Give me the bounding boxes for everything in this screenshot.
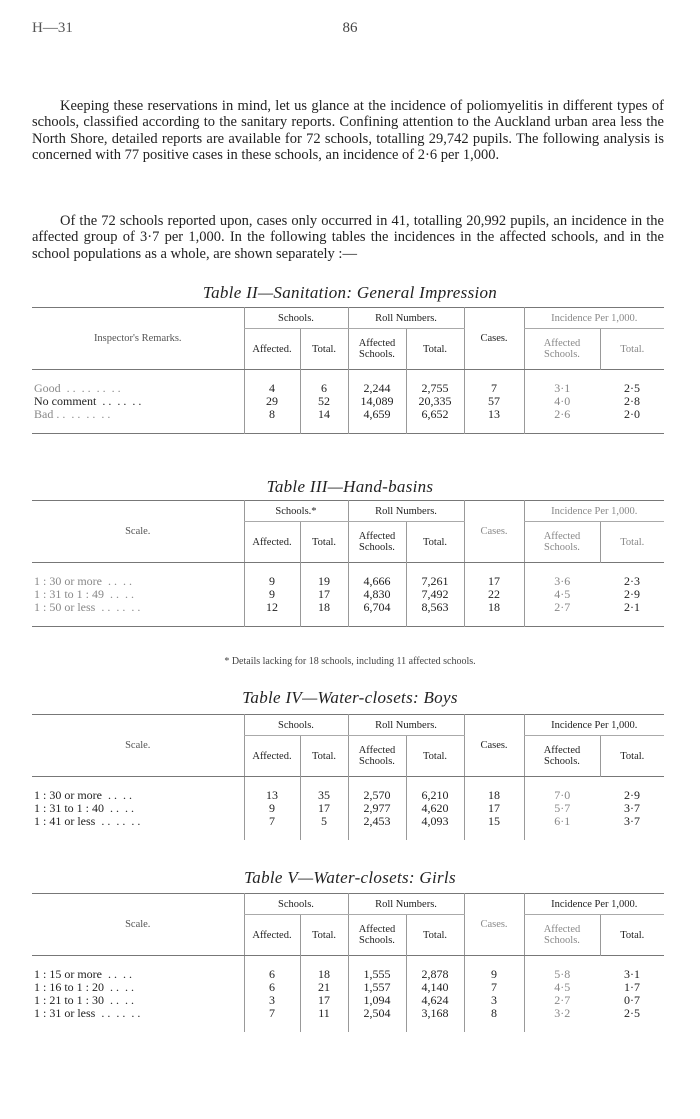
header-schools: Schools.* xyxy=(244,501,348,522)
header-affected: Affected. xyxy=(244,736,300,777)
header-affected-schools: Affected Schools. xyxy=(348,736,406,777)
table-row: 1 : 50 or less . . . . . . 12 18 6,704 8,563 18 2·7 2·1 xyxy=(34,600,640,614)
table-row: 1 : 21 to 1 : 30 . . . . 3 17 1,094 4,624 3 2·7 0·7 xyxy=(34,993,640,1007)
table-row: Bad . . . . . . . . 8 14 4,659 6,652 13 2·6 2·0 xyxy=(34,407,640,421)
header-total: Total. xyxy=(600,915,664,956)
header-schools: Schools. xyxy=(244,308,348,329)
header-affected-schools: Affected Schools. xyxy=(524,329,600,370)
header-incidence: Incidence Per 1,000. xyxy=(524,715,664,736)
header-affected: Affected. xyxy=(244,329,300,370)
header-total: Total. xyxy=(300,329,348,370)
header-inspector-remarks: Inspector's Remarks. xyxy=(32,308,244,370)
table-3-title: Table III—Hand-basins xyxy=(266,477,434,496)
header-affected-schools: Affected Schools. xyxy=(348,329,406,370)
header-affected-schools: Affected Schools. xyxy=(524,736,600,777)
header-total: Total. xyxy=(406,522,464,563)
header-total: Total. xyxy=(406,736,464,777)
table-5-title: Table V—Water-closets: Girls xyxy=(244,868,456,887)
table-row: 1 : 30 or more . . . . 13 35 2,570 6,210 18 7·0 2·9 xyxy=(34,788,640,802)
table-row: No comment . . . . . . 29 52 14,089 20,335 57 4·0 2·8 xyxy=(34,394,640,408)
table-row: 1 : 30 or more . . . . 9 19 4,666 7,261 17 3·6 2·3 xyxy=(34,574,640,588)
table-row: 1 : 31 to 1 : 49 . . . . 9 17 4,830 7,492 22 4·5 2·9 xyxy=(34,587,640,601)
table-row: 1 : 31 or less . . . . . . 7 11 2,504 3,168 8 3·2 2·5 xyxy=(34,1006,640,1020)
table-row: 1 : 16 to 1 : 20 . . . . 6 21 1,557 4,140 7 4·5 1·7 xyxy=(34,980,640,994)
page-number: 86 xyxy=(342,20,358,36)
header-cases: Cases. xyxy=(464,715,524,777)
header-roll-numbers: Roll Numbers. xyxy=(348,501,464,522)
header-scale: Scale. xyxy=(32,894,244,956)
table-row: 1 : 31 to 1 : 40 . . . . 9 17 2,977 4,620 17 5·7 3·7 xyxy=(34,801,640,815)
table-2 xyxy=(32,307,664,434)
table-row: 1 : 41 or less . . . . . . 7 5 2,453 4,093 15 6·1 3·7 xyxy=(34,814,640,828)
header-scale: Scale. xyxy=(32,715,244,777)
table-4 xyxy=(32,714,664,840)
header-roll-numbers: Roll Numbers. xyxy=(348,894,464,915)
header-cases: Cases. xyxy=(464,501,524,563)
document-code: H—31 xyxy=(32,20,73,36)
table-3 xyxy=(32,500,664,627)
header-total: Total. xyxy=(406,329,464,370)
header-total: Total. xyxy=(600,329,664,370)
header-incidence: Incidence Per 1,000. xyxy=(524,894,664,915)
header-cases: Cases. xyxy=(464,308,524,370)
table-3-footnote: * Details lacking for 18 schools, including 11 affected schools. xyxy=(224,656,476,667)
table-5 xyxy=(32,893,664,1032)
header-scale: Scale. xyxy=(32,501,244,563)
header-affected-schools: Affected Schools. xyxy=(524,915,600,956)
paragraph-2: Of the 72 schools reported upon, cases only occurred in 41, totalling 20,992 pupils, an incidence in the affected group of 3·7 per 1,000. In the following tables the incidences in the affected schools, and in the school populations as a whole, are shown separately :— xyxy=(32,213,664,262)
header-total: Total. xyxy=(300,736,348,777)
paragraph-1: Keeping these reservations in mind, let us glance at the incidence of poliomyelitis in different types of schools, classified according to the sanitary reports. Confining attention to the Auckland urban area less the North Shore, detailed reports are available for 72 schools, totalling 29,742 pupils. The following analysis is concerned with 77 positive cases in these schools, an incidence of 2·6 per 1,000. xyxy=(32,98,664,164)
header-incidence: Incidence Per 1,000. xyxy=(524,501,664,522)
header-schools: Schools. xyxy=(244,715,348,736)
header-cases: Cases. xyxy=(464,894,524,956)
header-affected-schools: Affected Schools. xyxy=(524,522,600,563)
table-4-title: Table IV—Water-closets: Boys xyxy=(242,688,458,707)
header-total: Total. xyxy=(300,522,348,563)
table-row: 1 : 15 or more . . . . 6 18 1,555 2,878 9 5·8 3·1 xyxy=(34,967,640,981)
header-affected-schools: Affected Schools. xyxy=(348,915,406,956)
table-2-title: Table II—Sanitation: General Impression xyxy=(202,283,498,302)
header-total: Total. xyxy=(300,915,348,956)
header-roll-numbers: Roll Numbers. xyxy=(348,715,464,736)
header-schools: Schools. xyxy=(244,894,348,915)
header-affected: Affected. xyxy=(244,915,300,956)
header-affected-schools: Affected Schools. xyxy=(348,522,406,563)
header-total: Total. xyxy=(600,522,664,563)
header-roll-numbers: Roll Numbers. xyxy=(348,308,464,329)
header-affected: Affected. xyxy=(244,522,300,563)
header-incidence: Incidence Per 1,000. xyxy=(524,308,664,329)
table-row: Good . . . . . . . . 4 6 2,244 2,755 7 3·1 2·5 xyxy=(34,381,640,395)
header-total: Total. xyxy=(600,736,664,777)
header-total: Total. xyxy=(406,915,464,956)
